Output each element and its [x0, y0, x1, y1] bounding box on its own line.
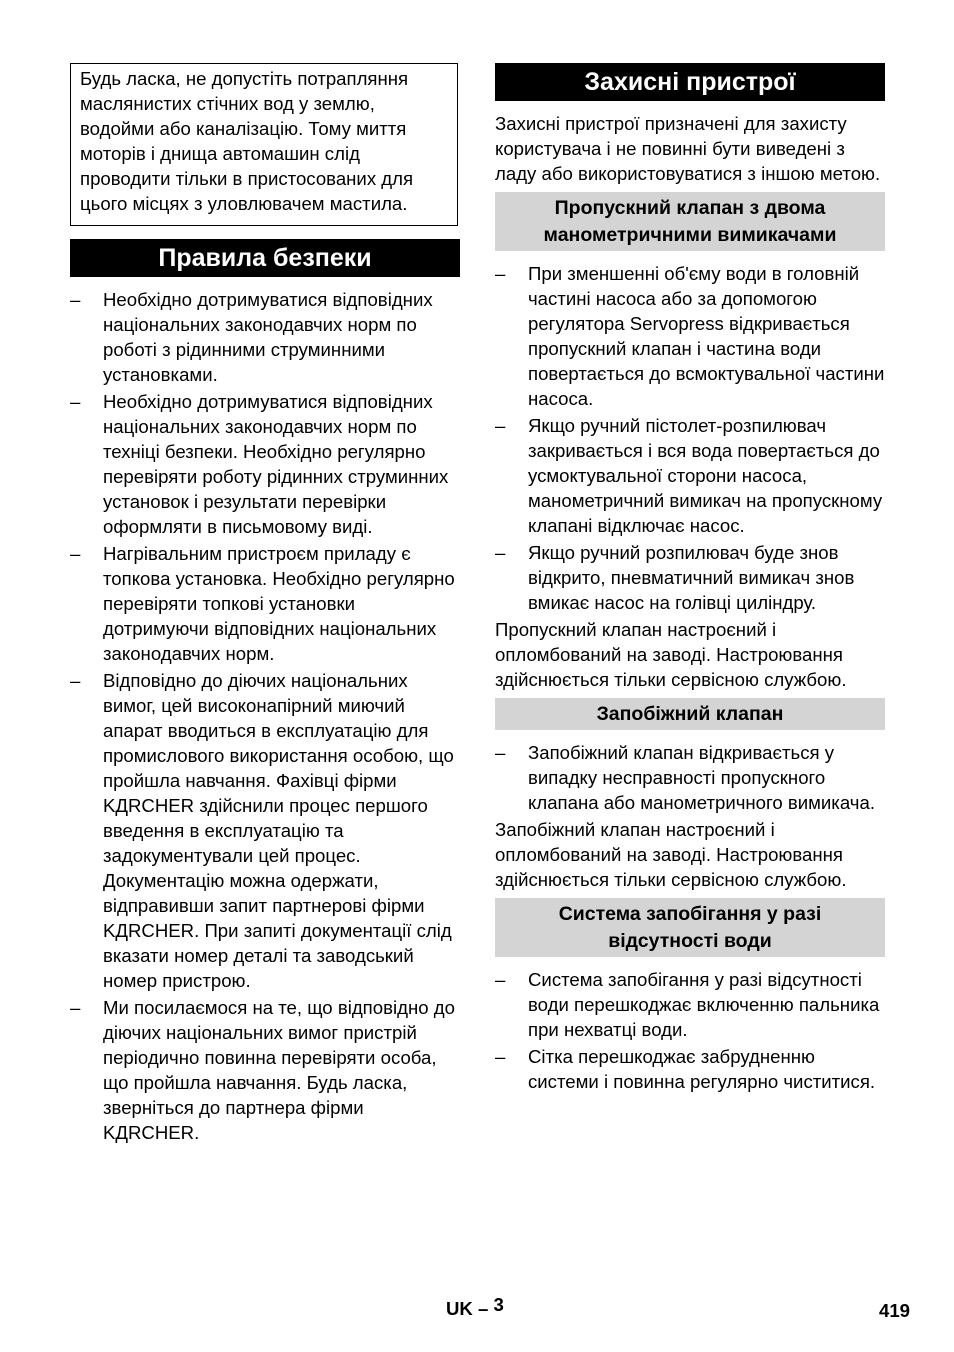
left-column	[70, 63, 460, 1147]
list-item: – Необхідно дотримуватися відповідних національних законодавчих норм по роботі з рідинними струминними установками.	[70, 289, 433, 385]
safety-valve-list	[495, 740, 885, 815]
dash-bullet: –	[495, 415, 506, 436]
protective-devices-intro: Захисні пристрої призначені для захисту користувача і не повинні бути виведені з ладу або використовуватися з іншою метою.	[495, 113, 881, 184]
safety-valve-heading: Запобіжний клапан	[495, 698, 885, 730]
dash-bullet: –	[495, 1046, 506, 1067]
dash-bullet: –	[495, 969, 506, 990]
list-item: – Ми посилаємося на те, що відповідно до діючих національних вимог пристрій періодично повинна перевіряти особа, що пройшла навчання. Будь ласка, зверніться до партнера фірми KДRCHER.	[70, 997, 455, 1143]
footer-section-label	[446, 1296, 504, 1321]
safety-rules-heading: Правила безпеки	[70, 239, 460, 277]
dash-bullet: –	[70, 997, 81, 1018]
dash-bullet: –	[495, 263, 506, 284]
right-column	[495, 63, 885, 1096]
footer-section-number: 3	[493, 1294, 504, 1315]
list-item: – Нагрівальним пристроєм приладу є топкова установка. Необхідно регулярно перевіряти топкові установки дотримуючи відповідних національних законодавчих норм.	[70, 543, 455, 664]
dash-bullet: –	[70, 391, 81, 412]
dash-bullet: –	[495, 742, 506, 763]
footer-lang: UK –	[446, 1298, 489, 1319]
water-shortage-heading: Система запобігання у разі відсутності води	[495, 898, 885, 957]
list-item: – Система запобігання у разі відсутності води перешкоджає включенню пальника при нехватці води.	[495, 969, 880, 1040]
oil-water-note-box	[70, 63, 458, 226]
dash-bullet: –	[70, 670, 81, 691]
list-item: – При зменшенні об'єму води в головній частині насоса або за допомогою регулятора Servopress відкривається пропускний клапан і частина води повертається до всмоктувальної частини насоса.	[495, 263, 885, 409]
water-shortage-list	[495, 967, 885, 1094]
list-item: – Відповідно до діючих національних вимог, цей високонапірний миючий апарат вводиться в експлуатацію для промислового використання особою, що пройшла навчання. Фахівці фірми KДRCHER здійснили процес першого введення в експлуатацію та задокументували цей процес. Документацію можна одержати, відправивши запит партнерові фірми KДRCHER. При запиті документації слід вказати номер деталі та заводський номер пристрою.	[70, 670, 454, 991]
list-item: – Якщо ручний розпилювач буде знов відкрито, пневматичний вимикач знов вмикає насос на голівці циліндру.	[495, 542, 855, 613]
dash-bullet: –	[495, 542, 506, 563]
list-item: – Необхідно дотримуватися відповідних національних законодавчих норм по техніці безпеки. Необхідно регулярно перевіряти роботу рідинних струминних установок і результати перевірки оформляти в письмовому виді.	[70, 391, 449, 537]
dash-bullet: –	[70, 543, 81, 564]
protective-devices-heading: Захисні пристрої	[495, 63, 885, 101]
list-item: – Запобіжний клапан відкривається у випадку несправності пропускного клапана або манометричного вимикача.	[495, 742, 875, 813]
bypass-valve-note: Пропускний клапан настроєний і опломбований на заводі. Настроювання здійснюється тільки сервісною службою.	[495, 619, 847, 690]
oil-water-note-text: Будь ласка, не допустіть потрапляння маслянистих стічних вод у землю, водойми або каналізацію. Тому миття моторів і днища автомашин слід проводити тільки в пристосованих для цього місцях з уловлювачем мастила.	[80, 68, 414, 214]
list-item: – Сітка перешкоджає забрудненню системи і повинна регулярно чиститися.	[495, 1046, 876, 1092]
bypass-valve-heading: Пропускний клапан з двома манометричними вимикачами	[495, 192, 885, 251]
list-item: – Якщо ручний пістолет-розпилювач закривається і вся вода повертається до усмоктувальної сторони насоса, манометричний вимикач на пропускному клапані відключає насос.	[495, 415, 883, 536]
safety-valve-note: Запобіжний клапан настроєний і опломбований на заводі. Настроювання здійснюється тільки сервісною службою.	[495, 819, 847, 890]
bypass-valve-list	[495, 261, 885, 615]
safety-rules-list	[70, 287, 460, 1145]
page-number: 419	[879, 1300, 911, 1321]
dash-bullet: –	[70, 289, 81, 310]
